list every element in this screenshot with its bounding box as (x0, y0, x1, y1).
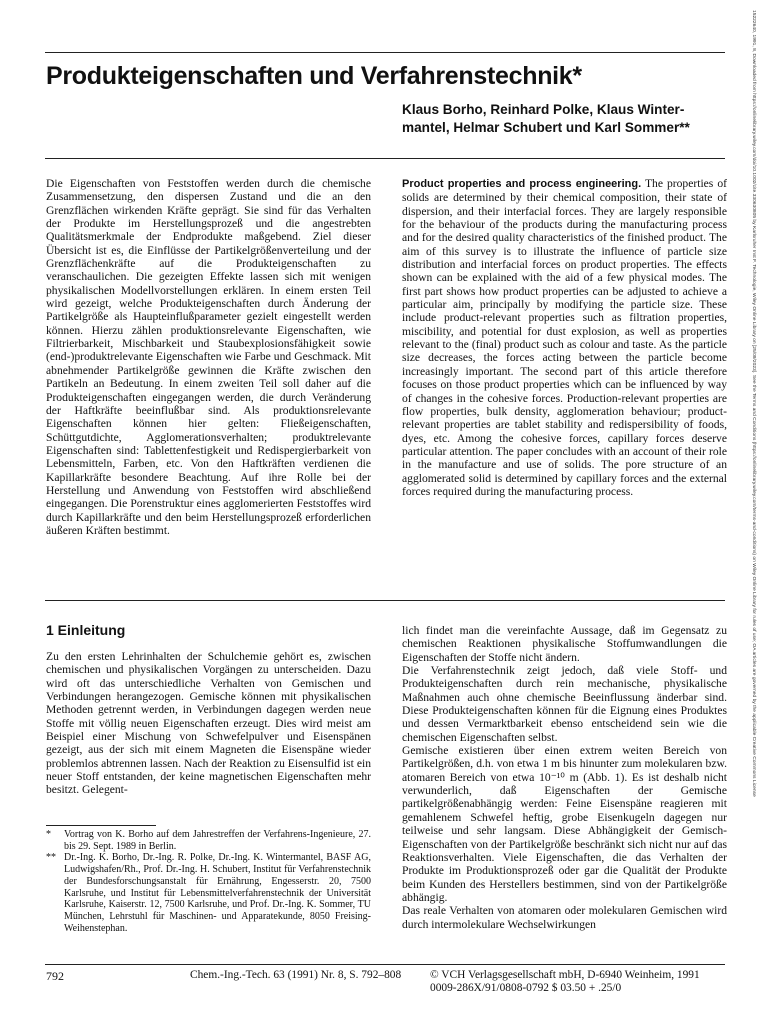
top-rule (45, 52, 725, 53)
footnote (46, 829, 371, 852)
footnote-rule (46, 825, 156, 826)
abstract-english-lead: Product properties and process engineering. (402, 178, 642, 190)
abstract-german: Die Eigenschaften von Feststoffen werden durch die chemische Zusammensetzung, den dispersen Zustand und die an den Grenzflächen wirkenden Kräfte geprägt. Sie sind für das Verhalten der Produkte im Herstellungsprozeß und die angestrebten Qualitätsmerkmale der Endprodukte maßgebend. Ziel dieser Übersicht ist es, die Einflüsse der Partikelgrößenverteilung und der Grenzflächenkräfte auf die Produkteigenschaften zu veranschaulichen. Die gezeigten Effekte lassen sich mit wenigen physikalischen Modellvorstellungen erklären. In einem ersten Teil wird gezeigt, welche Produkteigenschaften durch Änderung der Partikelgröße als Haupteinflußparameter gezielt eingestellt werden können. Hierzu zählen produktionsrelevante Eigenschaften, wie Filtrierbarkeit, Mischbarkeit und Staubexplosionsfähigkeit sowie (end-)produktrelevante Eigenschaften wie Farbe und Geschmack. Mit abnehmender Partikelgröße gewinnen die Kräfte zwischen den Partikeln an Bedeutung. In einem zweiten Teil soll daher auf die Produkteigenschaften eingegangen werden, die durch Veränderung der Haftkräfte beeinflußbar sind. Als produktionsrelevante Eigenschaften können hier gelten: Fließeigenschaften, Schüttgutdichte, Agglomerationsverhalten; produktrelevante Eigenschaften sind: Tablettenfestigkeit und Redispergierbarkeit von Lebensmitteln, Farben, etc. Von den Haftkräften verdienen die Kapillarkräfte besondere Beachtung. Auf ihre Rolle bei der Herstellung und Anwendung von Feststoffen wird abschließend eingegangen. Die Porenstruktur eines agglomerierten Feststoffes wird durch Kapillarkräfte und den beim Herstellungsprozeß erforderlichen äußeren Kräften bestimmt. (46, 177, 371, 537)
body-paragraph: Die Verfahrenstechnik zeigt jedoch, daß viele Stoff- und Produkteigenschaften durch rein mechanische, physikalische Maßnahmen auch ohne chemische Beeinflussung änderbar sind. Diese Produkteigenschaften können für die Eignung eines Produktes und dessen Vermarktbarkeit ebenso entscheidend sein wie die chemischen Eigenschaften selbst. (402, 664, 727, 744)
body-text-left: Zu den ersten Lehrinhalten der Schulchemie gehört es, zwischen chemischen und physikalischen Vorgängen zu unterscheiden. Dazu wird oft das unterschiedliche Verhalten von Gemischen und Verbindungen herangezogen. Gemische können mit physikalischen Methoden getrennt werden, in Verbindungen dagegen werden neue Stoffe mit völlig neuen Eigenschaften erzeugt. Dies wird meist am Beispiel einer Mischung von Schwefelpulver und Eisenspänen gezeigt, aus der sich mit einem Magneten die Eisenspäne wieder problemlos abtrennen lassen. Nach der Reaktion zu Eisensulfid ist ein neuer Stoff entstanden, der keine magnetischen Eigenschaften mehr besitzt. Gelegent- (46, 650, 371, 797)
journal-citation: Chem.-Ing.-Tech. 63 (1991) Nr. 8, S. 792–808 (190, 969, 402, 981)
abstract-english-text: The properties of solids are determined by their chemical composition, their state of dispersion, and their interfacial forces. They are largely responsible for the behaviour of the products during the manufacturing process and for the desired quality characteristics of the finished product. The aim of this survey is to illustrate the influence of particle size distribution and interfacial forces on product properties. The effects shown can be explained with the aid of a few physical modes. The first part shows how product properties can be adjusted to achieve a particular aim, principally by modifying the particle size. These include product-relevant properties such as filtration properties, miscibility, and potential for dust explosion, as well as properties relevant to the (final) product such as colour and taste. As the particle size decreases, the forces acting between the particle become increasingly important. The second part of this article therefore focuses on those product properties which can be influenced by way of changes in the cohesive forces. Production-relevant properties are flow properties, bulk density, agglomeration behaviour; product-relevant properties are tablet stability and redispersibility of foods, dyes, etc. Among the cohesive forces, capillary forces deserve particular attention. The paper concludes with an account of their role in the manufacture and use of solids. The pore structure of an agglomerated solid is determined by capillary forces and the external forces required during the manufacturing process. (402, 177, 727, 498)
body-text-right (402, 624, 727, 964)
abstract-top-rule (45, 158, 725, 159)
footnote-mark: * (46, 829, 51, 840)
page-number: 792 (46, 969, 64, 983)
authors-line-1: Klaus Borho, Reinhard Polke, Klaus Winter- (402, 102, 685, 117)
footnotes (46, 829, 371, 934)
abstract-english (402, 177, 727, 547)
footnote-text: Dr.-Ing. K. Borho, Dr.-Ing. R. Polke, Dr.-Ing. K. Wintermantel, BASF AG, Ludwigshafen/Rh., Prof. Dr.-Ing. H. Schubert, Institut für Verfahrenstechnik der Bundesforschungsanstalt für Ernährung, Engesserstr. 20, 7500 Karlsruhe, und Institut für Lebensmittelverfahrenstechnik der Universität Karlsruhe, Kaiserstr. 12, 7500 Karlsruhe, und Prof. Dr.-Ing. K. Sommer, TU München, Lehrstuhl für Maschinen- und Apparatekunde, 8050 Freising-Weihenstephan. (64, 852, 371, 934)
abstract-bottom-rule (45, 600, 725, 601)
publisher-line-2: 0009-286X/91/0808-0792 $ 03.50 + .25/0 (430, 982, 622, 994)
footnote-mark: ** (46, 852, 56, 864)
author-list (402, 101, 732, 137)
download-notice-text: 15222640, 1991, 8, Downloaded from https://onlinelibrary.wiley.com/doi/10.1002/cite.330630805 by Karlsruher Inst F. Technologie, Wiley Online Library on [25/09/2023]. See the Terms and Conditions (https://onlinelibrary.wiley.com/terms-and-conditions) on Wiley Online Library for rules of use; OA articles are governed by the applicable Creative Commons License (751, 10, 756, 797)
footnote (46, 852, 371, 934)
footer-rule (45, 964, 725, 965)
authors-line-2: mantel, Helmar Schubert und Karl Sommer** (402, 120, 690, 135)
section-heading: 1 Einleitung (46, 622, 126, 638)
publisher-line-1: © VCH Verlagsgesellschaft mbH, D-6940 Weinheim, 1991 (430, 969, 700, 981)
body-paragraph: lich findet man die vereinfachte Aussage, daß im Gegensatz zu chemischen Reaktionen physikalische Stoffumwandlungen die Eigenschaften der Stoffe nicht ändern. (402, 624, 727, 664)
footnote-text: Vortrag von K. Borho auf dem Jahrestreffen der Verfahrens-Ingenieure, 27. bis 29. Sept. 1989 in Berlin. (64, 829, 371, 852)
publisher-info (430, 969, 700, 995)
body-paragraph: Das reale Verhalten von atomaren oder molekularen Gemischen wird durch intermolekulare Wechselwirkungen (402, 904, 727, 931)
download-notice (747, 10, 759, 1015)
article-title: Produkteigenschaften und Verfahrenstechnik* (46, 62, 582, 90)
body-paragraph: Gemische existieren über einen extrem weiten Bereich von Partikelgrößen, d.h. von etwa 1 m bis hinunter zum molekularen bzw. atomaren Bereich von etwa 10⁻¹⁰ m (Abb. 1). Es ist deshalb nicht verwunderlich, daß Eigenschaften der Gemische partikelgrößenabhängig werden: Feine Eisenspäne reagieren mit gemahlenem Schwefel heftig, grobe Eisenkugeln dagegen nur teilweise und sehr langsam. Diese Abhängigkeit der Gemisch-Eigenschaften von der Partikelgröße beschränkt sich nicht nur auf das Reaktionsverhalten. Viele Eigenschaften, die das Verhalten der Produkte im Produktionsprozeß oder gar die Qualität der Produkte beim Kunden des Herstellers bestimmen, sind von der Partikelgröße abhängig. (402, 744, 727, 904)
